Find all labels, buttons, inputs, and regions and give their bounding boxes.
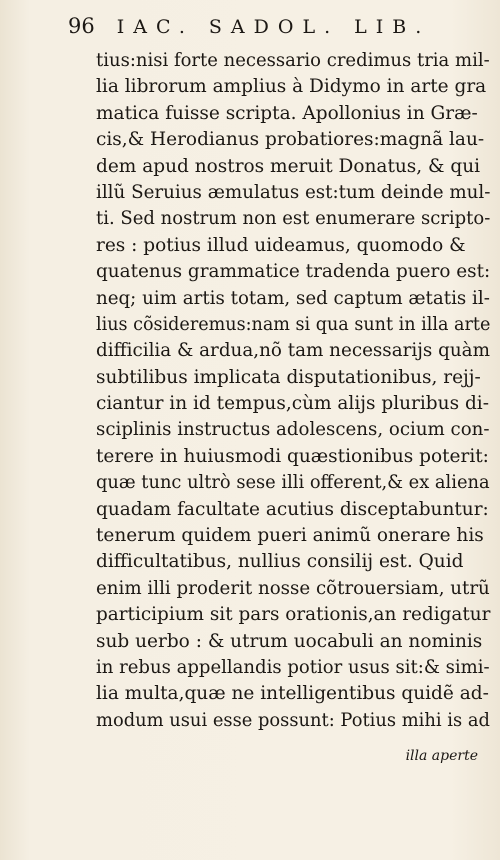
text-line: lia librorum amplius à Didymo in arte gra (96, 76, 487, 98)
page-header (68, 14, 468, 38)
text-line: quæ tunc ultrò sese illi offerent,& ex aliena (96, 472, 490, 494)
text-line: illũ Seruius æmulatus est:tum deinde mul- (96, 181, 491, 203)
text-line: tius:nisi forte necessario credimus tria mil- (96, 50, 490, 71)
text-line: tenerum quidem pueri animũ onerare his (96, 525, 484, 547)
text-line: cis,& Herodianus probatiores:magnã lau- (96, 129, 485, 151)
text-block (96, 48, 490, 734)
text-line: sub uerbo : & utrum uocabuli an nominis (96, 630, 483, 652)
text-line: quadam facultate acutius disceptabuntur: (96, 498, 489, 520)
text-line: res : potius illud uideamus, quomodo & (96, 234, 466, 256)
text-line: ti. Sed nostrum non est enumerare scripto- (96, 208, 491, 230)
text-line: enim illi proderit nosse cõtrouersiam, utrũ (96, 577, 490, 599)
text-line: quatenus grammatice tradenda puero est: (96, 261, 491, 283)
text-line: lius cõsideremus:nam si qua sunt in illa arte (96, 313, 491, 335)
running-head: IAC. SADOL. LIB. (116, 16, 431, 38)
page-number: 96 (68, 14, 95, 38)
text-line: lia multa,quæ ne intelligentibus quidẽ ad- (96, 683, 489, 705)
text-line: sciplinis instructus adolescens, ocium con- (96, 419, 490, 441)
text-line: participium sit pars orationis,an redigatur (96, 604, 491, 626)
catchword: illa aperte (405, 748, 478, 764)
text-line: in rebus appellandis potior usus sit:& simi- (96, 656, 490, 678)
text-line: difficilia & ardua,nõ tam necessarijs quàm (96, 340, 490, 362)
text-line: subtilibus implicata disputationibus, rejj- (96, 366, 481, 388)
text-line: modum usui esse possunt: Potius mihi is ad (96, 709, 490, 731)
text-line: terere in huiusmodi quæstionibus poterit: (96, 445, 489, 467)
text-line: matica fuisse scripta. Apollonius in Græ- (96, 102, 478, 124)
text-line: dem apud nostros meruit Donatus, & qui (96, 155, 481, 177)
text-line: ciantur in id tempus,cùm alijs pluribus di- (96, 393, 489, 415)
text-line: neq; uim artis totam, sed captum ætatis il- (96, 287, 490, 309)
text-line: difficultatibus, nullius consilij est. Quid (96, 551, 464, 573)
